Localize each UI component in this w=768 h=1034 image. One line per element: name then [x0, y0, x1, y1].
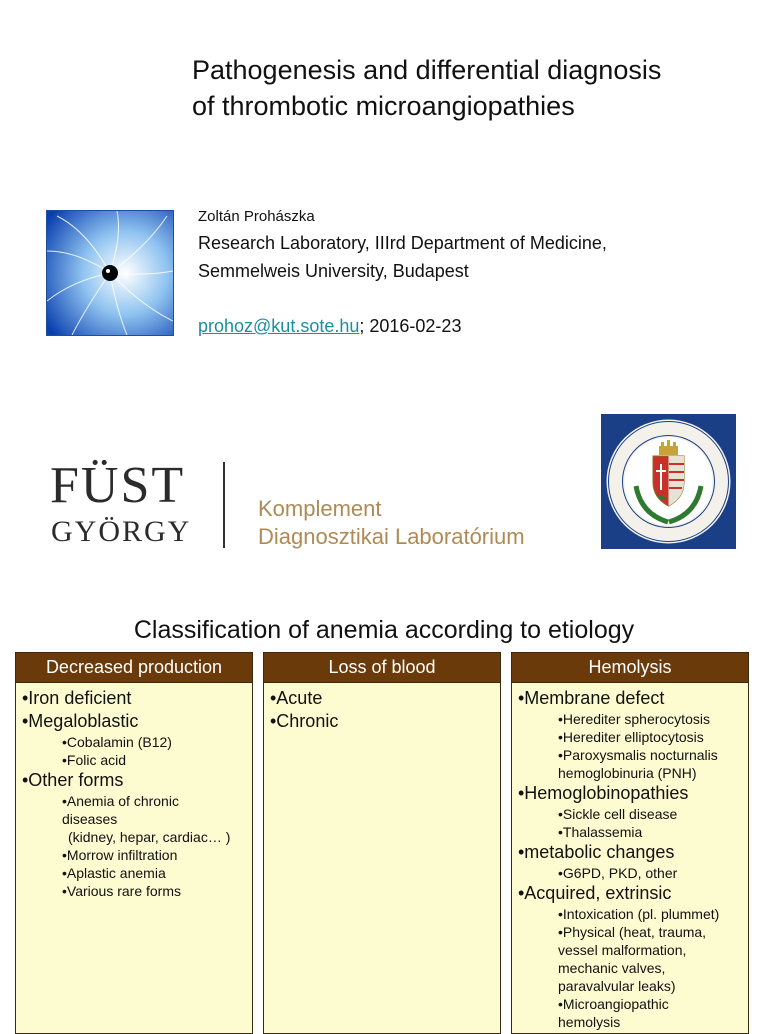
- list-subitem: •Intoxication (pl. plummet): [558, 906, 720, 922]
- slide-title-line-1: Pathogenesis and differential diagnosis: [192, 55, 662, 85]
- list-subitem: hemolysis: [558, 1014, 621, 1030]
- affiliation-line-2: Semmelweis University, Budapest: [198, 261, 469, 281]
- list-subitem: paravalvular leaks): [558, 978, 676, 994]
- list-subitem: (kidney, hepar, cardiac… ): [68, 829, 231, 845]
- column-hemolysis: [511, 652, 749, 1034]
- column-decreased-production: [15, 652, 253, 1034]
- list-subitem: •Various rare forms: [62, 883, 182, 899]
- list-subitem: •Herediter spherocytosis: [558, 711, 710, 727]
- list-item: •Chronic: [270, 711, 339, 731]
- list-subitem: hemoglobinuria (PNH): [558, 765, 697, 781]
- slide-title-line-2: of thrombotic microangiopathies: [192, 91, 575, 121]
- list-subitem: vessel malformation,: [558, 942, 687, 958]
- fust-gyorgy-logo: [50, 458, 570, 558]
- aperture-icon: [47, 211, 173, 335]
- list-subitem: •Anemia of chronic: [62, 793, 179, 809]
- column-body: [512, 683, 748, 1031]
- column-body: [16, 683, 252, 900]
- author-name: Zoltán Prohászka: [198, 208, 315, 225]
- list-item: •Other forms: [22, 770, 124, 790]
- classification-title: Classification of anemia according to etiology: [133, 616, 635, 644]
- affiliation-line-1: Research Laboratory, IIIrd Department of Medicine,: [198, 233, 607, 253]
- column-header: Decreased production: [16, 653, 252, 683]
- list-subitem: •Sickle cell disease: [558, 806, 678, 822]
- list-item: •Acute: [270, 688, 323, 708]
- komplement-line-2: Diagnosztikai Laboratórium: [258, 524, 525, 549]
- list-subitem: •Paroxysmalis nocturnalis: [558, 747, 718, 763]
- list-subitem: •Thalassemia: [558, 824, 643, 840]
- semmelweis-aperture-logo: [46, 210, 174, 336]
- fust-wordmark: FÜST: [50, 457, 186, 514]
- list-item: •metabolic changes: [518, 842, 675, 862]
- date-text: ; 2016-02-23: [359, 316, 462, 336]
- university-seal: [601, 414, 736, 549]
- list-subitem: •Herediter elliptocytosis: [558, 729, 704, 745]
- logo-divider: [223, 462, 225, 548]
- list-item: •Acquired, extrinsic: [518, 883, 672, 903]
- list-subitem: •Folic acid: [62, 752, 127, 768]
- list-subitem: •Physical (heat, trauma,: [558, 924, 707, 940]
- column-header: Hemolysis: [512, 653, 748, 683]
- list-subitem: •G6PD, PKD, other: [558, 865, 678, 881]
- list-subitem: •Morrow infiltration: [62, 847, 178, 863]
- contact-line: [198, 316, 461, 337]
- list-subitem: •Aplastic anemia: [62, 865, 166, 881]
- email-link[interactable]: prohoz@kut.sote.hu: [198, 316, 360, 336]
- column-header: Loss of blood: [264, 653, 500, 683]
- list-subitem: mechanic valves,: [558, 960, 666, 976]
- slide-title: [192, 52, 752, 124]
- list-subitem: diseases: [62, 811, 118, 827]
- list-item: •Membrane defect: [518, 688, 665, 708]
- komplement-line-1: Komplement: [258, 496, 382, 521]
- column-body: [264, 683, 500, 733]
- gyorgy-wordmark: GYÖRGY: [51, 515, 192, 548]
- list-item: •Hemoglobinopathies: [518, 783, 689, 803]
- column-loss-of-blood: [263, 652, 501, 1034]
- list-subitem: •Microangiopathic: [558, 996, 669, 1012]
- list-item: •Iron deficient: [22, 688, 132, 708]
- seal-icon: [601, 414, 736, 549]
- list-item: •Megaloblastic: [22, 711, 139, 731]
- list-subitem: •Cobalamin (B12): [62, 734, 172, 750]
